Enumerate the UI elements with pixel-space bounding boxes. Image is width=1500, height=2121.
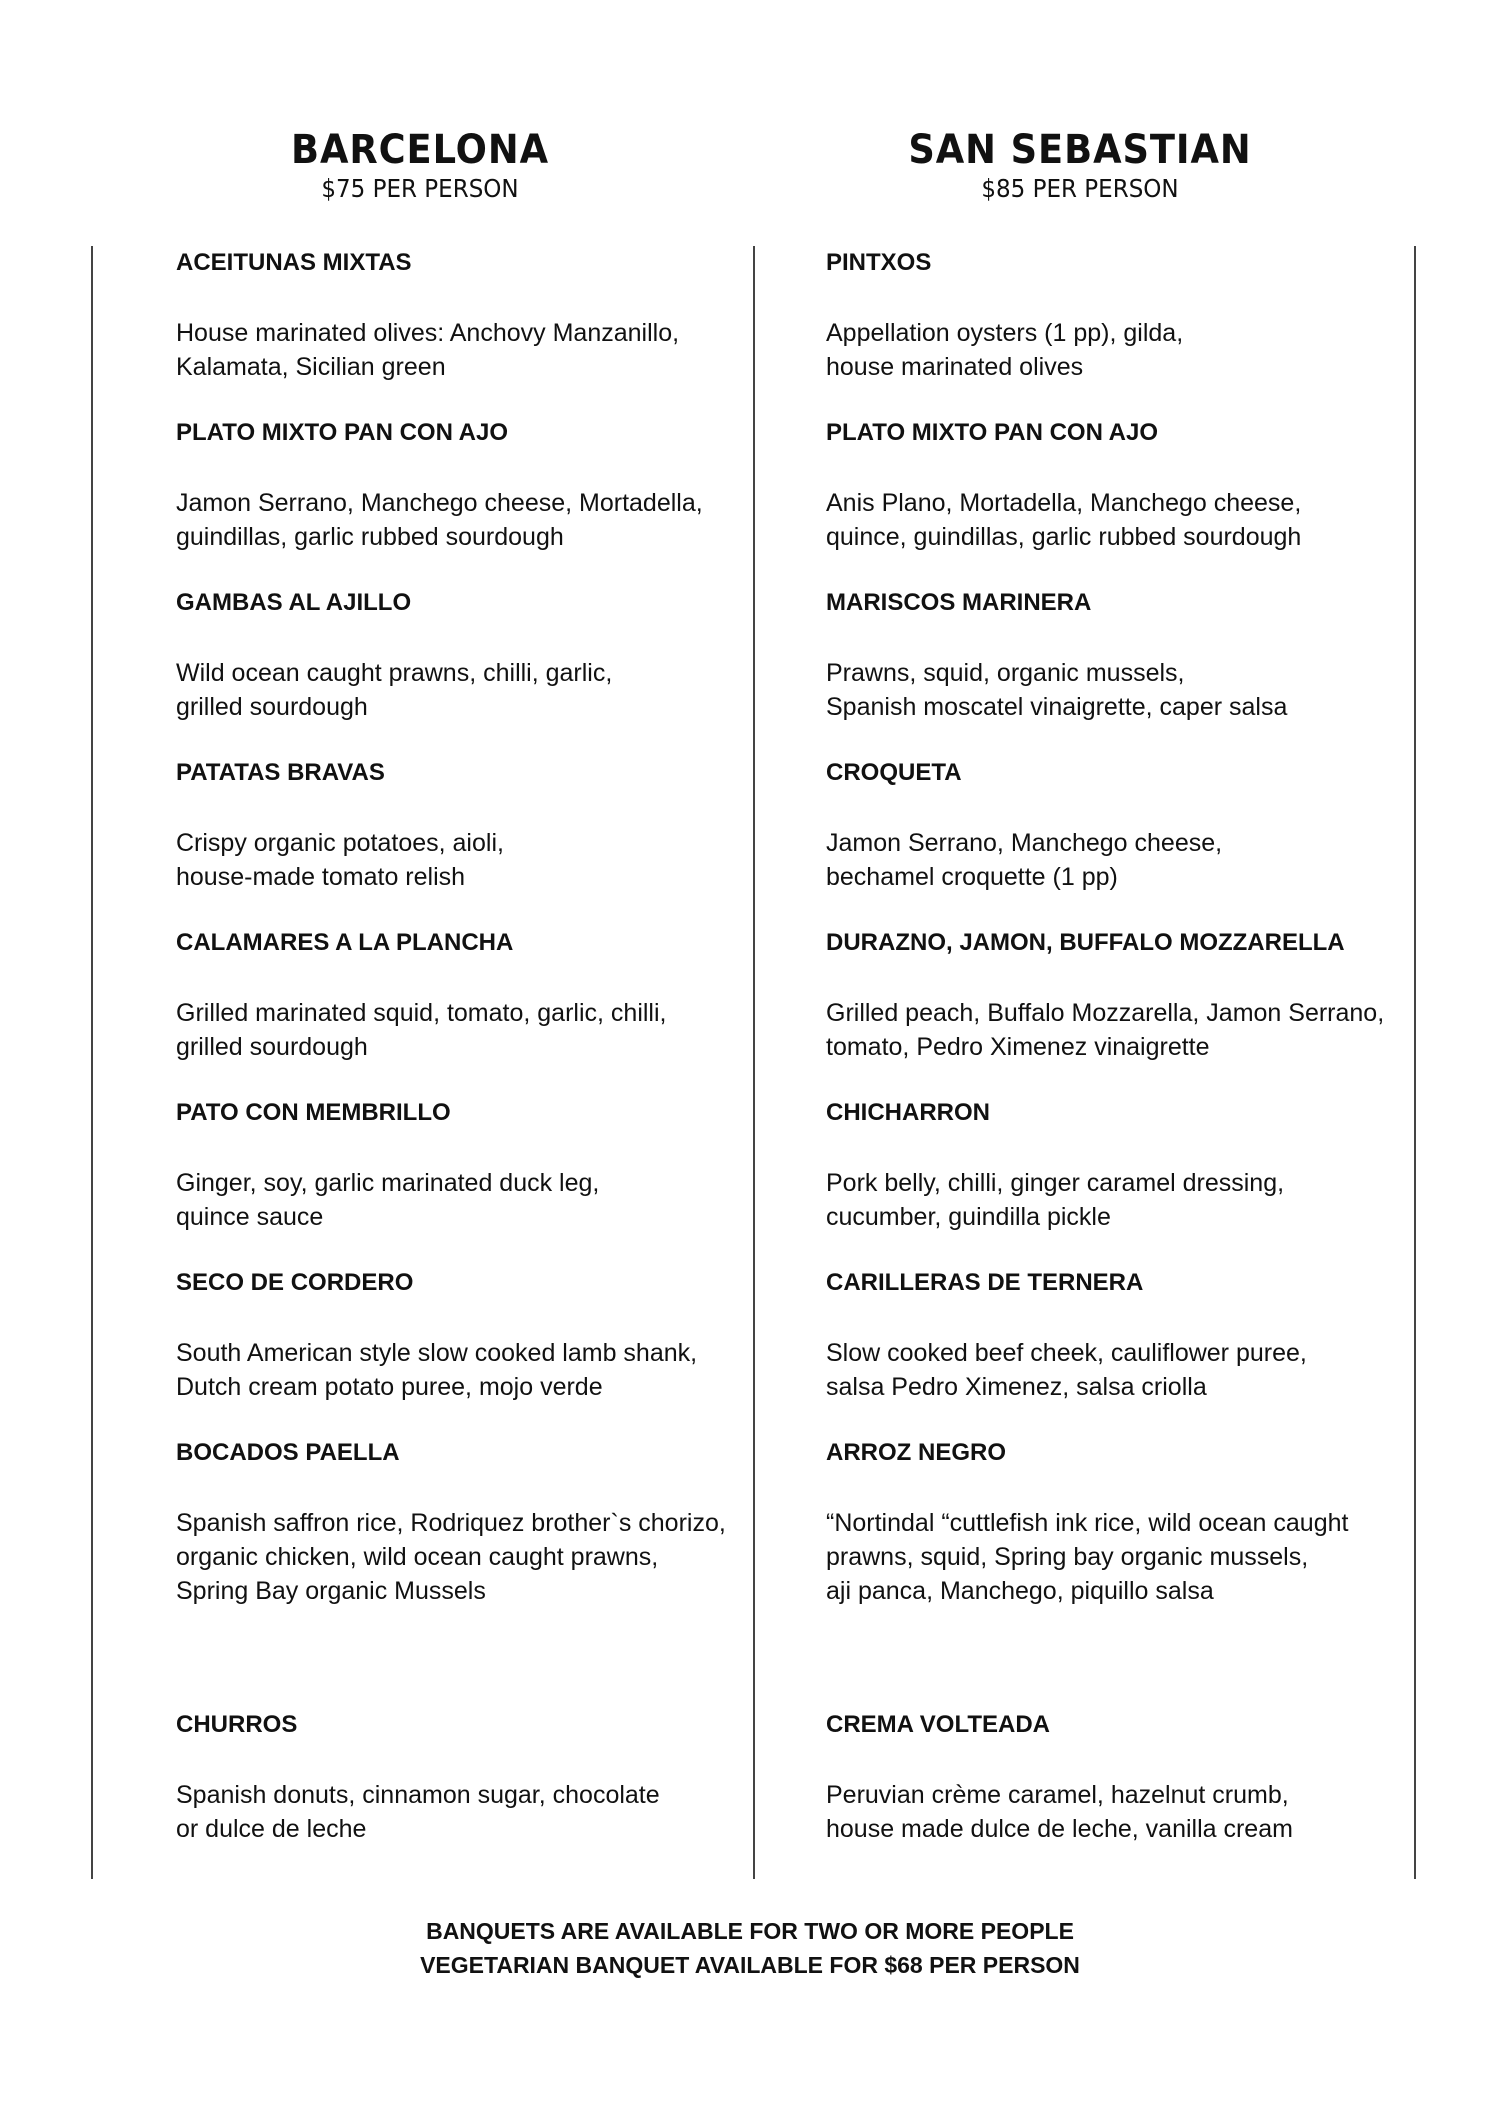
dish-description: Jamon Serrano, Manchego cheese, Mortadella, guindillas, garlic rubbed sourdough — [176, 489, 703, 551]
menu-item — [176, 758, 746, 928]
dish-name: SECO DE CORDERO — [176, 1269, 414, 1296]
dish-description: Anis Plano, Mortadella, Manchego cheese, quince, guindillas, garlic rubbed sourdough — [826, 489, 1302, 551]
menu-item — [176, 1098, 746, 1268]
menu-item — [826, 1268, 1416, 1438]
center-divider-line — [753, 246, 755, 1879]
dish-name: GAMBAS AL AJILLO — [176, 589, 412, 616]
spacer — [176, 1608, 746, 1710]
dish-description: South American style slow cooked lamb shank, Dutch cream potato puree, mojo verde — [176, 1339, 698, 1401]
dessert-description: Spanish donuts, cinnamon sugar, chocolate or dulce de leche — [176, 1781, 660, 1843]
barcelona-header — [120, 128, 720, 204]
dish-description: Grilled marinated squid, tomato, garlic, chilli, grilled sourdough — [176, 999, 667, 1061]
dish-description: Grilled peach, Buffalo Mozzarella, Jamon Serrano, tomato, Pedro Ximenez vinaigrette — [826, 999, 1385, 1061]
dish-name: PATATAS BRAVAS — [176, 759, 385, 786]
menu-item — [176, 418, 746, 588]
san-sebastian-menu — [826, 248, 1416, 1880]
menu-title: SAN SEBASTIAN — [908, 127, 1252, 173]
dessert-name: CHURROS — [176, 1711, 298, 1738]
dish-description: Appellation oysters (1 pp), gilda, house marinated olives — [826, 319, 1184, 381]
barcelona-menu — [176, 248, 746, 1880]
footer-line-banquets: BANQUETS ARE AVAILABLE FOR TWO OR MORE PEOPLE — [426, 1918, 1074, 1944]
dish-name: CALAMARES A LA PLANCHA — [176, 929, 514, 956]
dish-description: Slow cooked beef cheek, cauliflower puree, salsa Pedro Ximenez, salsa criolla — [826, 1339, 1307, 1401]
menu-item — [176, 248, 746, 418]
menu-item — [176, 928, 746, 1098]
menu-item — [826, 588, 1416, 758]
menu-item — [826, 928, 1416, 1098]
dish-description: Spanish saffron rice, Rodriquez brother`s chorizo, organic chicken, wild ocean caught prawns, Spring Bay organic Mussels — [176, 1509, 726, 1605]
dish-name: BOCADOS PAELLA — [176, 1439, 400, 1466]
dish-name: MARISCOS MARINERA — [826, 589, 1092, 616]
dish-name: PATO CON MEMBRILLO — [176, 1099, 451, 1126]
dish-description: House marinated olives: Anchovy Manzanillo, Kalamata, Sicilian green — [176, 319, 680, 381]
menu-item — [826, 418, 1416, 588]
menu-item — [826, 248, 1416, 418]
dish-name: PINTXOS — [826, 249, 932, 276]
dish-name: ARROZ NEGRO — [826, 1439, 1006, 1466]
menu-item — [826, 758, 1416, 928]
menu-price: $75 PER PERSON — [321, 174, 519, 203]
dish-description: Jamon Serrano, Manchego cheese, bechamel croquette (1 pp) — [826, 829, 1223, 891]
dish-name: CARILLERAS DE TERNERA — [826, 1269, 1144, 1296]
dish-description: Pork belly, chilli, ginger caramel dressing, cucumber, guindilla pickle — [826, 1169, 1285, 1231]
dish-name: DURAZNO, JAMON, BUFFALO MOZZARELLA — [826, 929, 1345, 956]
dish-description: Prawns, squid, organic mussels, Spanish moscatel vinaigrette, caper salsa — [826, 659, 1288, 721]
menu-title: BARCELONA — [290, 127, 550, 173]
dish-name: CHICHARRON — [826, 1099, 990, 1126]
footer-notice — [0, 1914, 1500, 1982]
dessert-item — [176, 1710, 746, 1880]
left-border-line — [91, 246, 93, 1879]
dish-description: “Nortindal “cuttlefish ink rice, wild ocean caught prawns, squid, Spring bay organic mussels, aji panca, Manchego, piquillo salsa — [826, 1509, 1349, 1605]
dish-name: ACEITUNAS MIXTAS — [176, 249, 412, 276]
dish-name: CROQUETA — [826, 759, 962, 786]
spacer — [826, 1608, 1416, 1710]
san-sebastian-header — [780, 128, 1380, 204]
dessert-name: CREMA VOLTEADA — [826, 1711, 1050, 1738]
menu-item — [826, 1438, 1416, 1608]
menu-item — [176, 1268, 746, 1438]
menu-item — [176, 1438, 746, 1608]
dessert-item — [826, 1710, 1416, 1880]
footer-line-vegetarian: VEGETARIAN BANQUET AVAILABLE FOR $68 PER PERSON — [420, 1952, 1080, 1978]
dish-description: Ginger, soy, garlic marinated duck leg, quince sauce — [176, 1169, 600, 1231]
dish-name: PLATO MIXTO PAN CON AJO — [176, 419, 509, 446]
dessert-description: Peruvian crème caramel, hazelnut crumb, house made dulce de leche, vanilla cream — [826, 1781, 1293, 1843]
dish-name: PLATO MIXTO PAN CON AJO — [826, 419, 1159, 446]
dish-description: Crispy organic potatoes, aioli, house-made tomato relish — [176, 829, 504, 891]
menu-item — [176, 588, 746, 758]
menu-item — [826, 1098, 1416, 1268]
menu-price: $85 PER PERSON — [981, 174, 1179, 203]
dish-description: Wild ocean caught prawns, chilli, garlic, grilled sourdough — [176, 659, 613, 721]
